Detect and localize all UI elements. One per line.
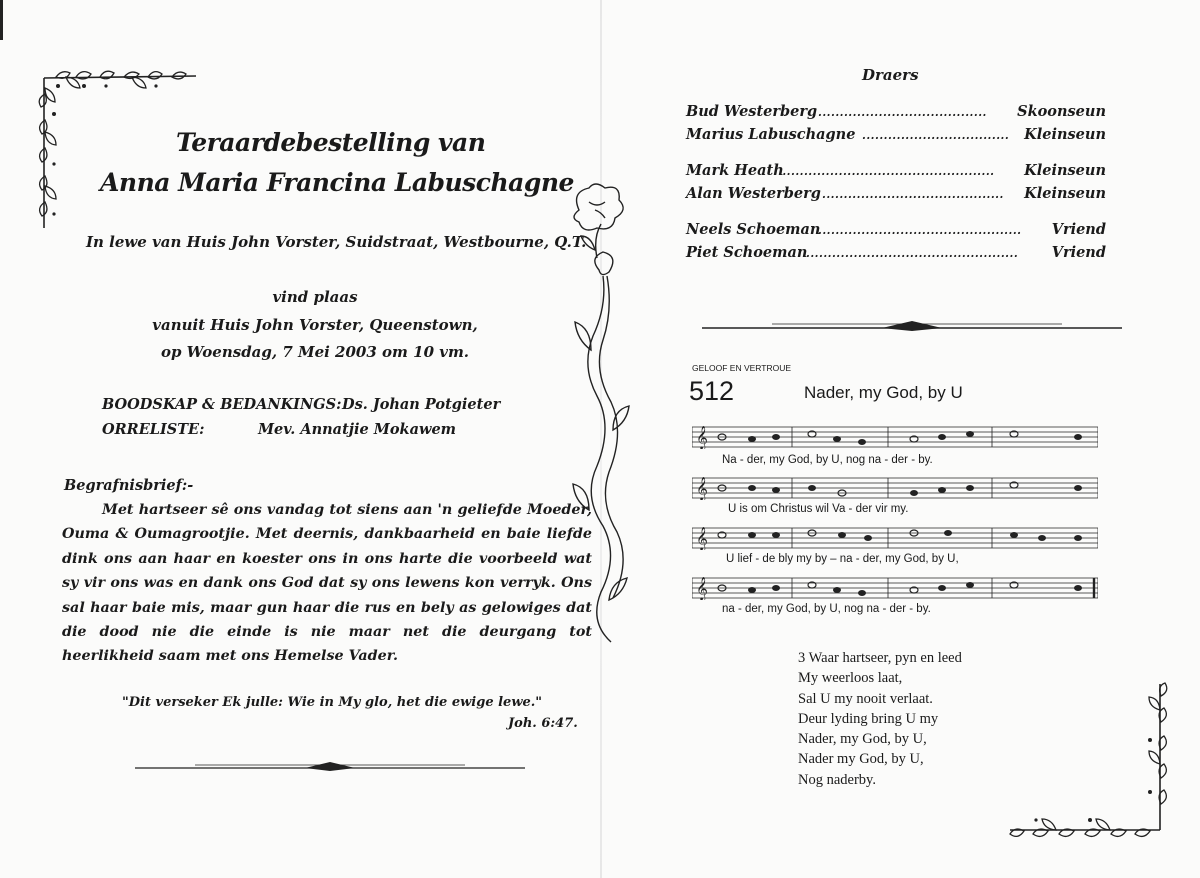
service-label-message: BOODSKAP & BEDANKINGS: — [102, 396, 342, 413]
title-line-1: Teraardebestelling van — [176, 128, 486, 157]
music-staff-1 — [692, 425, 1098, 449]
divider-ornament-right — [702, 319, 1122, 333]
bearer-name-6: Piet Schoeman — [686, 244, 808, 261]
music-staff-2 — [692, 476, 1098, 500]
leader-dots-3: .................................................. — [778, 165, 995, 178]
letter-body — [62, 498, 592, 669]
verse-line: My weerloos laat, — [798, 670, 903, 687]
divider-ornament-left — [135, 760, 525, 774]
leader-dots-2: .................................. — [862, 129, 1010, 142]
svg-text:𝄞: 𝄞 — [696, 476, 708, 500]
music-staff-4 — [692, 576, 1098, 600]
svg-text:𝄞: 𝄞 — [696, 526, 708, 550]
hymn-title: Nader, my God, by U — [804, 383, 963, 402]
letter-label: Begrafnisbrief:- — [64, 477, 194, 494]
bearer-relation-3: Kleinseun — [1024, 162, 1106, 179]
leader-dots-1: ....................................... — [818, 106, 987, 119]
lyric-line-2: U is om Christus wil Va - der vir my. — [728, 503, 909, 515]
hymn-number: 512 — [689, 376, 735, 406]
verse-line: Sal U my nooit verlaat. — [798, 690, 933, 707]
venue-line-1: vind plaas — [272, 288, 358, 306]
deceased-name: Anna Maria Francina Labuschagne — [100, 168, 574, 197]
music-staff-3 — [692, 526, 1098, 550]
bearer-name-1: Bud Westerberg — [686, 103, 818, 120]
bearer-name-5: Neels Schoeman — [686, 221, 821, 238]
svg-text:𝄞: 𝄞 — [696, 576, 708, 600]
venue-line-2: vanuit Huis John Vorster, Queenstown, — [152, 316, 478, 334]
leader-dots-4: .......................................... — [822, 188, 1004, 201]
svg-text:𝄞: 𝄞 — [696, 425, 708, 449]
bearer-relation-4: Kleinseun — [1024, 185, 1106, 202]
hymn-verse-3 — [798, 648, 962, 790]
verse-line: Nader, my God, by U, — [798, 731, 927, 748]
bearer-name-4: Alan Westerberg — [686, 185, 821, 202]
bearer-name-3: Mark Heath — [686, 162, 784, 179]
venue-line-3: op Woensdag, 7 Mei 2003 om 10 vm. — [160, 343, 470, 361]
bearer-name-2: Marius Labuschagne — [686, 126, 856, 143]
verse-line: Nader my God, by U, — [798, 751, 924, 768]
scan-edge — [0, 0, 3, 40]
lyric-line-3: U lief - de bly my by – na - der, my God, by U, — [726, 553, 959, 565]
bearers-heading: Draers — [862, 66, 919, 84]
verse-line: Nog naderby. — [798, 771, 876, 788]
bearer-relation-6: Vriend — [1051, 244, 1106, 261]
letter-body-text: Met hartseer sê ons vandag tot siens aan 'n geliefde Moeder, Ouma & Oumagrootjie. Met deernis, dankbaarheid en baie liefde dink ons aan haar en koester ons in ons harte die voorbeeld wat sy vir ons was en dank ons God dat sy ons lewens kon verryk. Ons sal haar baie mis, maar gun haar die rus en bely as gelowiges dat die dood nie die einde is nie maar net die deurgang tot heerlikheid saam met ons Hemelse Vader. — [62, 502, 592, 665]
hymnbook-name: GELOOF EN VERTROUE — [692, 363, 792, 373]
bearer-relation-1: Skoonseun — [1017, 103, 1106, 120]
service-value-message: Ds. Johan Potgieter — [342, 396, 501, 413]
leader-dots-5: ............................................... — [818, 224, 1022, 237]
verse-line: 3 Waar hartseer, pyn en leed — [798, 650, 962, 666]
bearer-relation-2: Kleinseun — [1024, 126, 1106, 143]
residence-line: In lewe van Huis John Vorster, Suidstraat, Westbourne, Q.T. — [86, 233, 587, 251]
verse-line: Deur lyding bring U my — [798, 710, 939, 727]
leader-dots-6: ................................................. — [806, 247, 1019, 260]
lyric-line-1: Na - der, my God, by U, nog na - der - by. — [722, 454, 933, 466]
service-label-organist: ORRELISTE: — [102, 421, 205, 438]
scripture-quote: "Dit verseker Ek julle: Wie in My glo, het die ewige lewe." — [122, 695, 543, 710]
service-value-organist: Mev. Annatjie Mokawem — [258, 421, 457, 438]
lyric-line-4: na - der, my God, by U, nog na - der - by. — [722, 603, 931, 615]
scripture-reference: Joh. 6:47. — [508, 716, 578, 731]
bearer-relation-5: Vriend — [1051, 221, 1106, 238]
vine-corner-ornament-bottom-right — [1000, 680, 1170, 840]
flower-ornament — [565, 180, 635, 700]
